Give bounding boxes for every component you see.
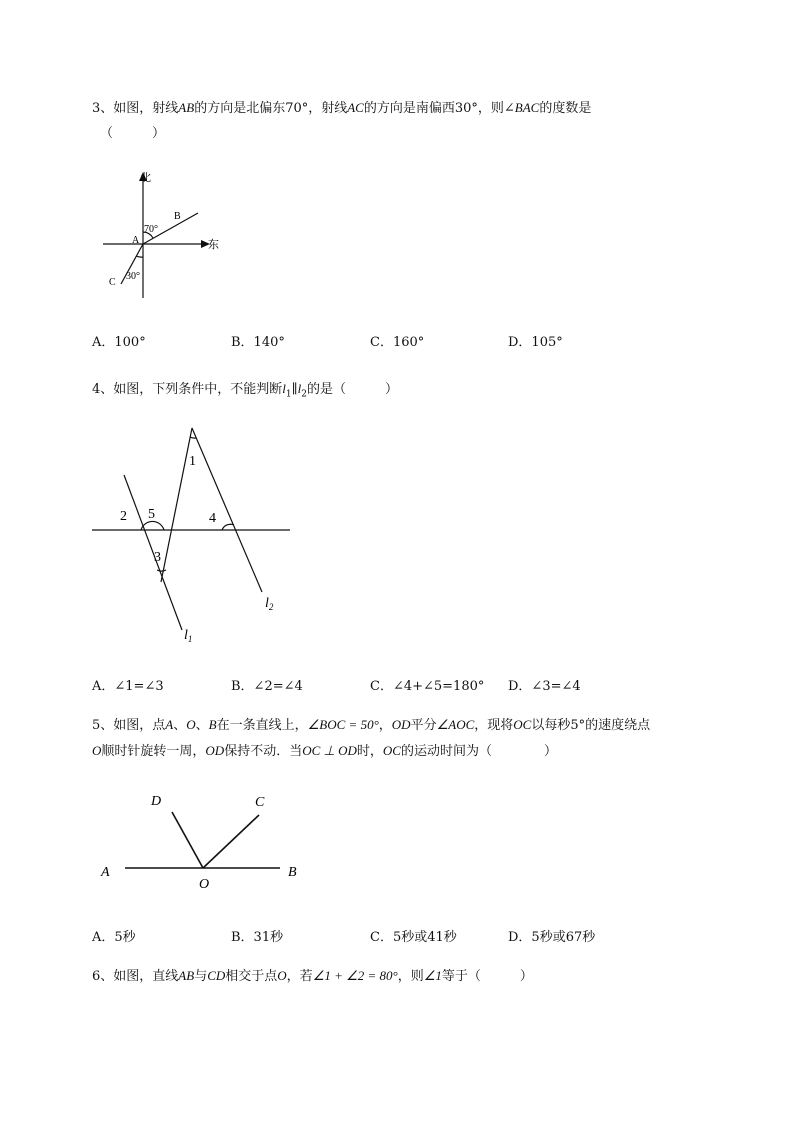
angle-30-arc xyxy=(136,256,143,257)
label-l2: $l_2$ xyxy=(265,596,274,612)
angle-1-arc xyxy=(190,437,196,438)
label-3: 3 xyxy=(154,550,161,565)
label-a: A xyxy=(101,865,110,880)
option-a[interactable]: A．100° xyxy=(92,335,146,350)
option-d[interactable]: D．5秒或67秒 xyxy=(508,930,596,945)
option-c[interactable]: C．5秒或41秒 xyxy=(370,930,457,945)
question-3-options xyxy=(92,331,652,351)
label-l1: $l_1$ xyxy=(184,628,193,644)
question-4-figure xyxy=(90,420,300,650)
label-angle-30: 30° xyxy=(126,271,140,282)
option-c[interactable]: C．∠4+∠5=180° xyxy=(370,679,485,694)
label-5: 5 xyxy=(148,507,155,522)
option-b[interactable]: B．∠2=∠4 xyxy=(231,679,303,694)
line-l2 xyxy=(192,428,262,592)
label-o: O xyxy=(199,877,210,892)
option-c[interactable]: C．160° xyxy=(370,335,425,350)
option-a[interactable]: A．5秒 xyxy=(92,930,136,945)
label-north: 北 xyxy=(140,172,151,184)
label-c: C xyxy=(255,795,265,810)
option-b[interactable]: B．140° xyxy=(231,335,285,350)
label-angle-70: 70° xyxy=(144,224,158,235)
question-6-stem: 6、如图，直线AB与CD相交于点O，若∠1 + ∠2 = 80°，则∠1等于（ ） xyxy=(92,968,533,984)
label-1: 1 xyxy=(189,454,196,469)
label-east: 东 xyxy=(208,239,219,251)
label-a: A xyxy=(132,235,140,246)
angle-4-arc xyxy=(222,524,234,530)
question-3-stem: 3、如图，射线AB的方向是北偏东70°，射线AC的方向是南偏西30°，则∠BAC的度数是 xyxy=(92,100,592,116)
line-l1 xyxy=(124,475,182,630)
option-b[interactable]: B．31秒 xyxy=(231,930,284,945)
label-d: D xyxy=(151,794,162,809)
segment-left xyxy=(161,428,192,582)
ray-od xyxy=(172,812,203,868)
label-2: 2 xyxy=(120,509,127,524)
question-3-figure xyxy=(100,168,230,303)
label-c: C xyxy=(109,277,116,288)
question-5-options xyxy=(92,926,652,946)
ray-oc xyxy=(203,815,259,868)
question-4-stem: 4、如图，下列条件中，不能判断$l_1\parallel l_2$的是（ ） xyxy=(92,381,399,400)
question-4-options xyxy=(92,675,652,695)
angle-3-arc xyxy=(157,570,166,571)
option-a[interactable]: A．∠1=∠3 xyxy=(92,679,164,694)
question-5-stem-line2: O顺时针旋转一周，OD保持不动．当OC ⊥ OD时，OC的运动时间为（ ） xyxy=(92,743,557,759)
option-d[interactable]: D．∠3=∠4 xyxy=(508,679,581,694)
question-3-blank: （ ） xyxy=(100,126,166,141)
label-b: B xyxy=(288,865,297,880)
option-d[interactable]: D．105° xyxy=(508,335,563,350)
label-4: 4 xyxy=(209,511,216,526)
question-5-stem-line1: 5、如图，点A、O、B在一条直线上，∠BOC = 50°，OD平分∠AOC，现将OC以每秒5°的速度绕点 xyxy=(92,717,651,733)
label-b: B xyxy=(174,211,181,222)
question-5-figure xyxy=(95,785,315,895)
